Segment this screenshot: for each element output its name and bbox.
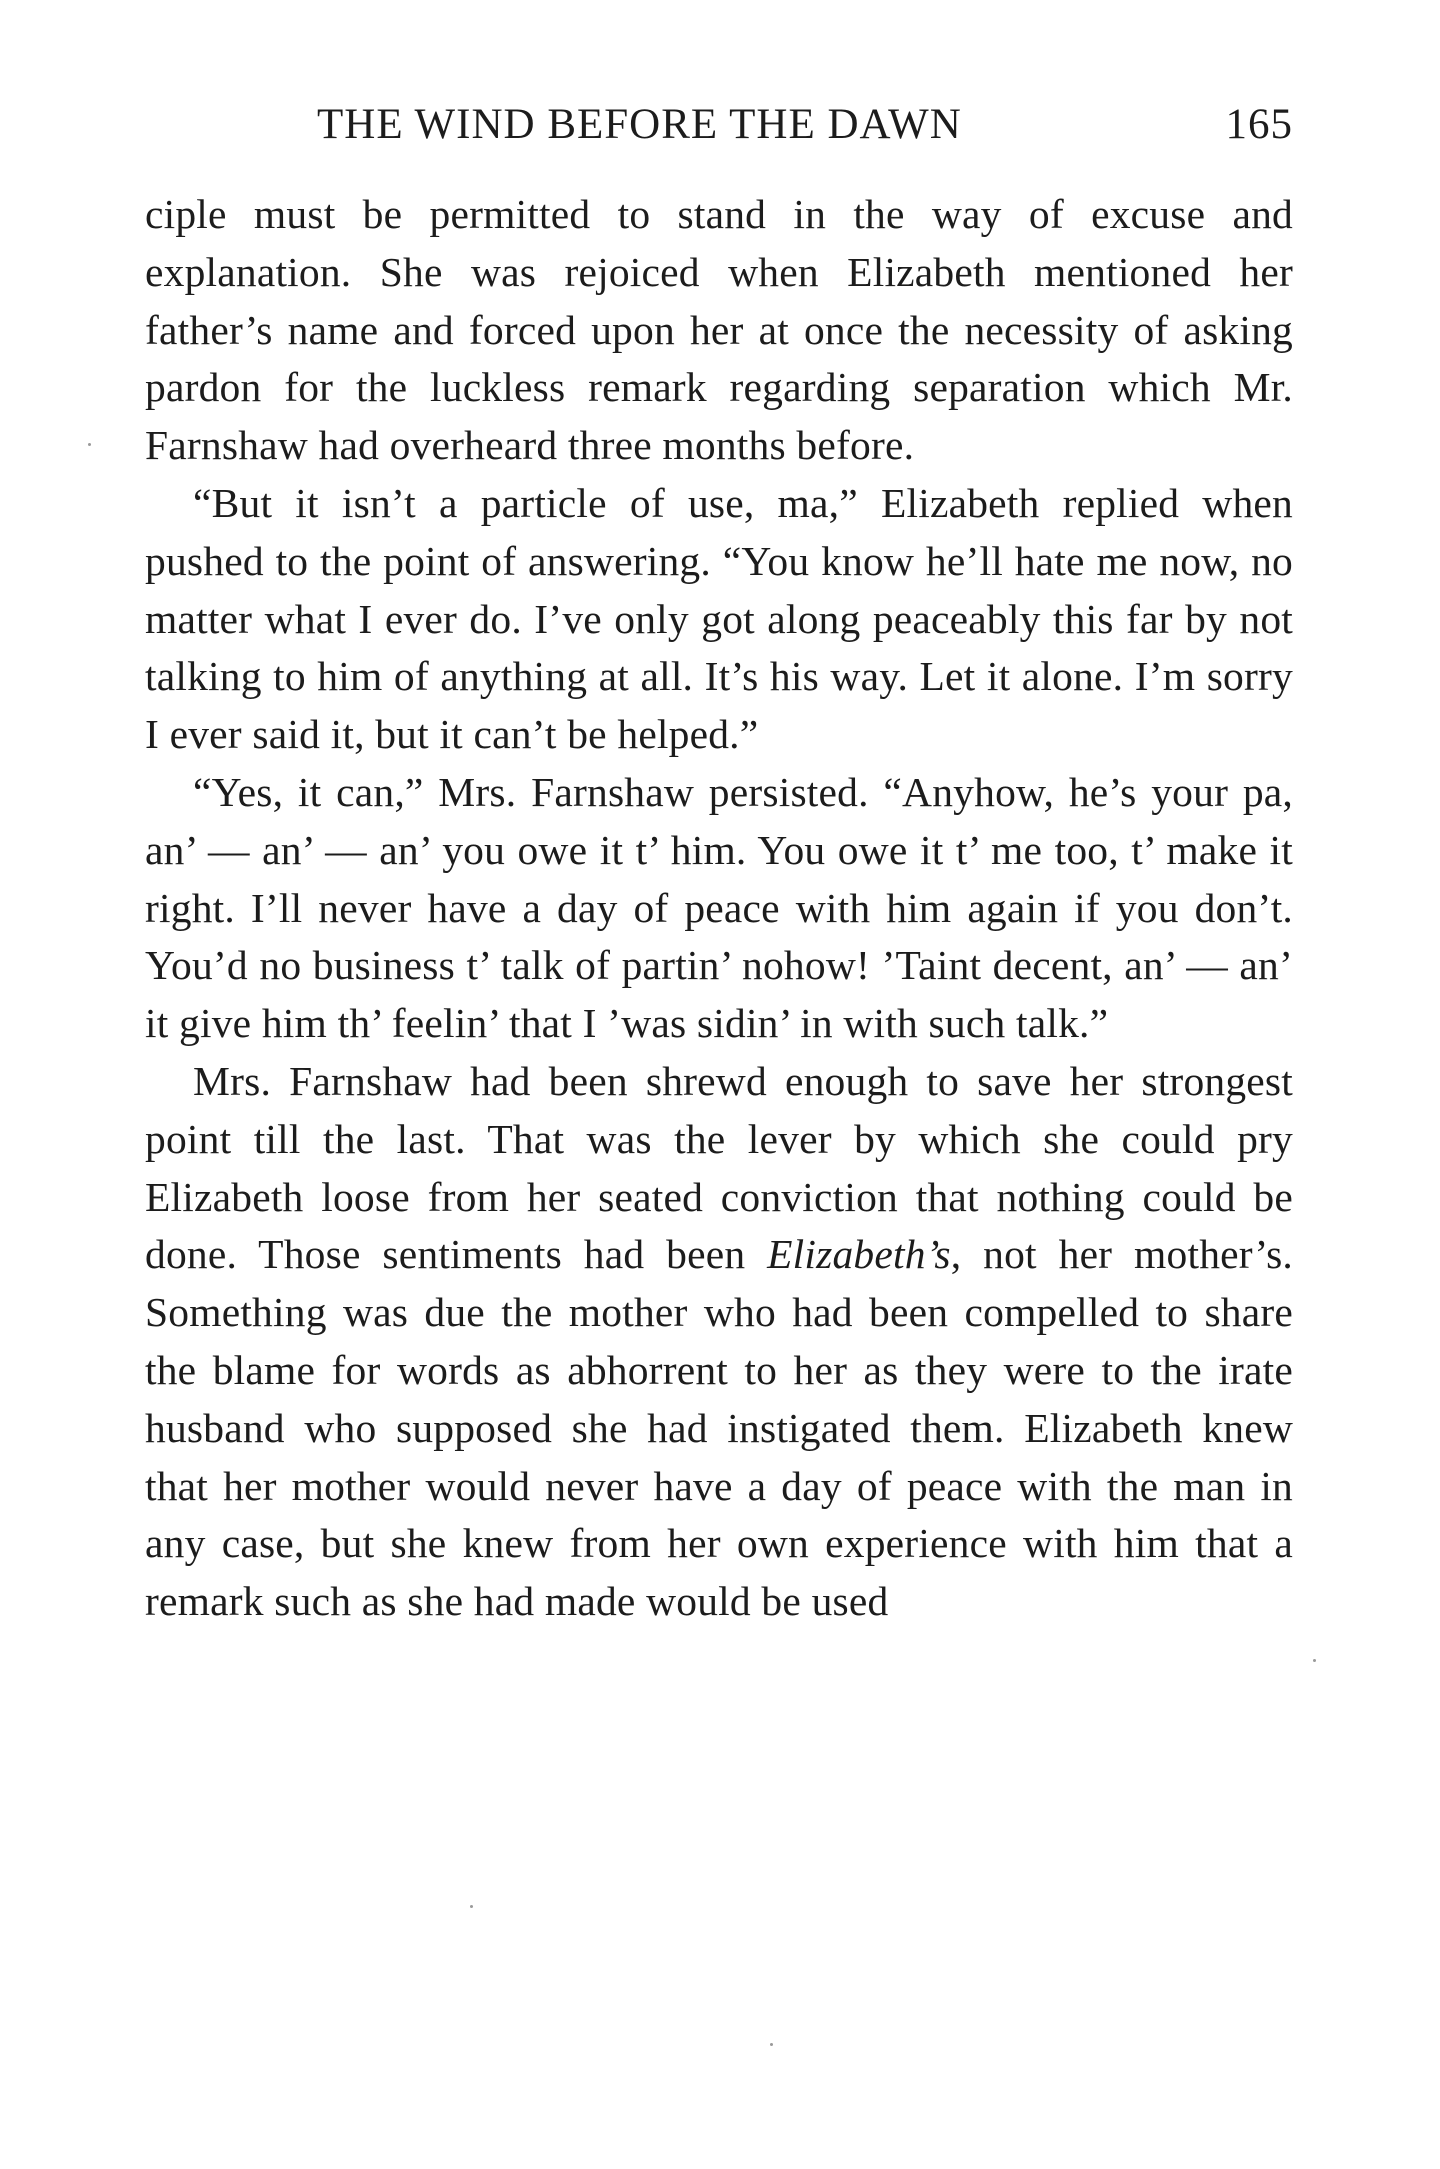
paragraph-2: “But it isn’t a particle of use, ma,” Elizabeth replied when pushed to the point of answering. “You know he’ll hate me now, no matter what I ever do. I’ve only got along peaceably this far by not talking to him of anything at all. It’s his way. Let it alone. I’m sorry I ever said it, but it can’t be helped.”	[145, 479, 1293, 758]
scan-speck	[470, 1905, 473, 1908]
paragraph-4-text-after: , not her mother’s. Something was due the mother who had been compelled to share the blame for words as abhorrent to her as they were to the irate husband who supposed she had instigated them. Elizabeth knew that her mother would never have a day of peace with the man in any case, but she knew from her own experience with him that a remark such as she had made would be used	[145, 1231, 1293, 1625]
running-head	[145, 100, 1293, 160]
page-number: 165	[1225, 101, 1293, 148]
scan-speck	[1313, 1659, 1316, 1662]
paragraph-1: ciple must be permitted to stand in the way of excuse and explanation. She was rejoiced when Elizabeth mentioned her father’s name and forced upon her at once the necessity of asking pardon for the luckless remark regarding separation which Mr. Farnshaw had overheard three months before.	[145, 191, 1293, 469]
paragraph-4-text-before: Mrs. Farnshaw had been shrewd enough to save her strongest point till the last. That was the lever by which she could pry Elizabeth loose from her seated conviction that nothing could be done. Those sentiments had been	[145, 1057, 1293, 1278]
paragraph-4-italic-name: Elizabeth’s	[767, 1231, 951, 1278]
body-text	[145, 186, 1293, 1631]
running-title: THE WIND BEFORE THE DAWN	[317, 101, 962, 148]
paragraph-4	[145, 1053, 1293, 1631]
scan-speck	[770, 2043, 773, 2046]
scan-speck	[88, 443, 91, 446]
paragraph-3: “Yes, it can,” Mrs. Farnshaw persisted. “Anyhow, he’s your pa, an’ — an’ — an’ you owe it t’ him. You owe it t’ me too, t’ make it right. I’ll never have a day of peace with him again if you don’t. You’d no business t’ talk of partin’ nohow! ’Taint decent, an’ — an’ it give him th’ feelin’ that I ’was sidin’ in with such talk.”	[145, 768, 1293, 1047]
